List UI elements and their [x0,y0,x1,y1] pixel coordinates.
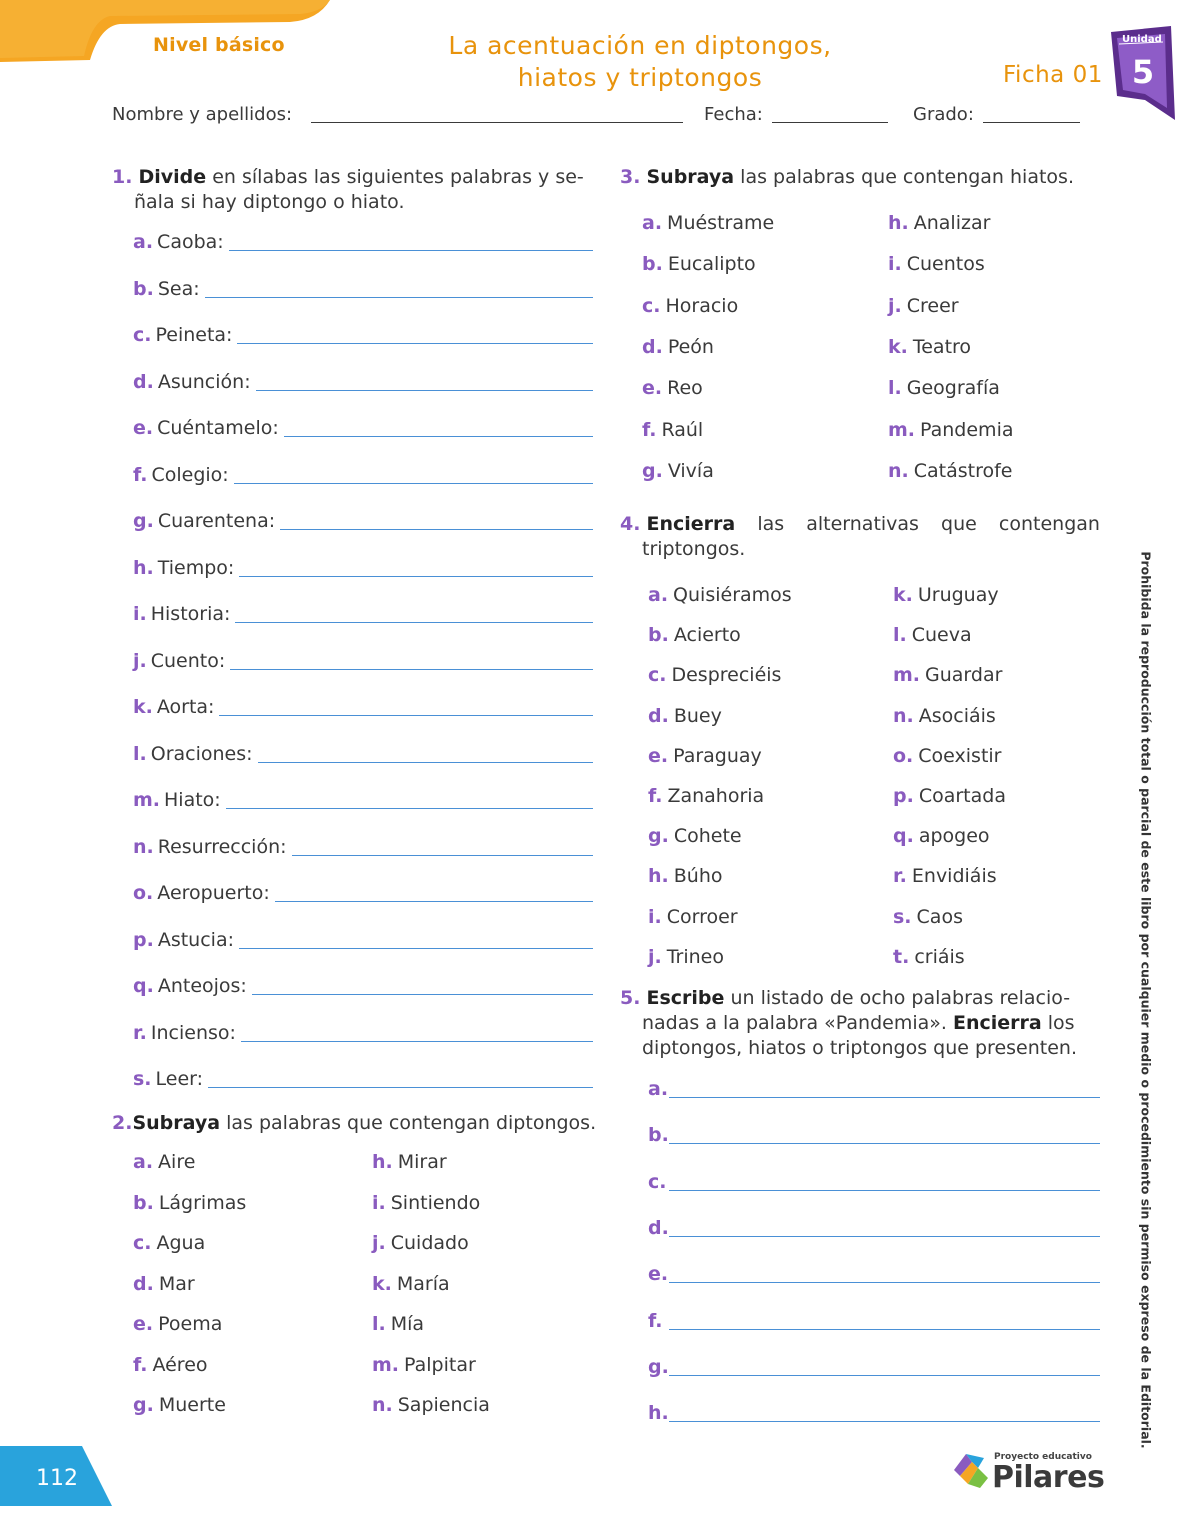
q5-text-line2: nadas a la palabra «Pandemia». [642,1012,947,1034]
q1-item [133,1068,203,1090]
option-letter: b. [133,1191,154,1214]
option-word: Mirar [397,1151,447,1173]
q5-verb: Escribe [646,987,725,1009]
q5-answer-line[interactable] [669,1282,1100,1283]
option-letter: l. [893,624,907,647]
item-letter: k. [133,696,153,718]
option-word: Corroer [666,905,738,928]
q3-option[interactable] [888,253,985,275]
option-letter: i. [648,905,662,928]
option-word: Buey [673,704,722,727]
q1-answer-line[interactable] [284,436,593,437]
q1-item [133,278,200,300]
q1-answer-line[interactable] [252,994,593,995]
q3-option[interactable] [888,460,1013,482]
q1-answer-line[interactable] [219,715,593,716]
q1-item [133,975,247,997]
option-word: Peón [667,335,714,358]
q1-item [133,417,279,439]
q1-item [133,464,229,486]
q4-option[interactable] [893,906,963,928]
q1-answer-line[interactable] [280,529,593,530]
date-label: Fecha: [704,104,763,125]
grade-field[interactable] [983,122,1080,123]
q4-word: que [941,513,977,535]
q1-item [133,929,234,951]
option-letter: m. [372,1353,400,1376]
copyright-notice [1136,551,1156,1449]
option-letter: a. [648,584,669,606]
option-letter: m. [893,664,921,687]
option-letter: d. [133,1272,154,1295]
pilares-logo-icon [950,1450,994,1490]
option-word: Reo [667,377,703,400]
item-word: Caoba: [157,231,224,253]
option-word: Muerte [158,1394,226,1416]
q3-option[interactable] [888,212,990,234]
q4-option[interactable] [648,865,723,887]
q1-item [133,557,234,579]
q2-option[interactable] [372,1313,424,1335]
q3-instruction [620,165,1100,190]
item-word: Resurrección: [157,835,287,858]
q1-item [133,1022,236,1044]
option-word: Sintiendo [390,1191,481,1214]
option-letter: f. [642,418,657,441]
q4-option[interactable] [648,906,738,928]
q3-option[interactable] [642,419,703,441]
logo-name: Pilares [992,1460,1105,1495]
option-letter: j. [888,294,902,317]
item-word: Hiato: [164,789,221,811]
option-letter: d. [648,704,669,727]
option-letter: s. [893,905,912,928]
option-word: Cueva [911,624,972,647]
q1-answer-line[interactable] [237,343,593,344]
q4-word: alternativas [806,513,919,535]
q5-answer-line[interactable] [669,1143,1100,1144]
q1-answer-line[interactable] [230,669,593,670]
option-letter: e. [133,1313,154,1335]
option-word: Aire [158,1151,196,1173]
q1-instruction [112,165,597,215]
item-word: Anteojos: [157,975,247,997]
option-word: Horacio [665,294,739,317]
q1-number: 1. [112,166,133,188]
q1-answer-line[interactable] [226,808,593,809]
q4-option[interactable] [893,825,990,847]
option-word: Guardar [925,664,1003,687]
q4-option[interactable] [648,946,724,968]
q1-item [133,743,253,765]
q1-verb: Divide [138,166,207,188]
name-field[interactable] [311,122,683,123]
q5-answer-line[interactable] [669,1190,1100,1191]
q1-answer-line[interactable] [275,901,593,902]
option-letter: h. [888,212,909,234]
q2-verb: Subraya [132,1112,221,1134]
q5-text-rest: los [1041,1012,1075,1034]
q1-item [133,324,232,346]
item-word: Peineta: [155,324,233,346]
option-letter: f. [648,785,663,807]
option-word: Geografía [906,377,1000,400]
item-letter: b. [133,277,154,300]
q3-option[interactable] [888,336,971,358]
option-word: Zanahoria [667,785,765,807]
item-word: Cuarentena: [157,510,276,532]
title-line-2: hiatos y triptongos [517,63,763,92]
q3-text: las palabras que contengan hiatos. [734,166,1074,188]
q2-option[interactable] [133,1273,195,1295]
option-letter: l. [888,377,902,400]
item-word: Historia: [150,603,231,625]
option-word: Sapiencia [397,1394,490,1416]
option-word: Teatro [912,335,972,358]
q3-option[interactable] [888,419,1014,441]
page-title [420,30,860,94]
option-letter: d. [642,335,663,358]
option-word: Raúl [661,418,704,441]
q4-text-line1 [620,512,1100,537]
item-letter: a. [133,231,154,253]
q4-option[interactable] [648,745,762,767]
option-letter: j. [648,945,662,968]
q1-item [133,789,221,811]
item-letter: l. [133,742,147,765]
q3-option[interactable] [642,377,703,399]
q5-answer-line[interactable] [669,1375,1100,1376]
q2-option[interactable] [372,1354,476,1376]
q4-option[interactable] [893,624,972,646]
option-word: Envidiáis [911,865,997,888]
q5-answer-line[interactable] [669,1236,1100,1237]
item-word: Tiempo: [157,556,235,579]
q3-option[interactable] [642,212,774,234]
item-letter: c. [133,324,152,346]
option-word: Creer [906,294,959,317]
item-word: Aeropuerto: [157,882,270,904]
q3-number: 3. [620,166,641,188]
option-word: Muéstrame [667,212,775,234]
q5-item-letter: c. [648,1170,667,1193]
q4-option[interactable] [893,946,965,968]
q5-item-letter: e. [648,1263,669,1286]
item-word: Cuéntamelo: [157,417,279,439]
q2-option[interactable] [372,1192,480,1214]
option-word: María [396,1272,450,1295]
option-letter: p. [893,785,914,807]
title-line-1: La acentuación en diptongos, [448,31,832,60]
item-letter: i. [133,603,147,625]
q5-answer-line[interactable] [669,1097,1100,1098]
option-word: Mía [390,1313,425,1335]
q5-instruction [620,986,1102,1061]
option-word: Trineo [666,945,724,968]
option-word: Búho [673,865,723,888]
q3-option[interactable] [888,295,959,317]
option-letter: q. [893,825,914,848]
option-word: Catástrofe [913,459,1013,482]
item-letter: f. [133,463,148,486]
q2-option[interactable] [133,1394,226,1416]
q4-number: 4. [620,513,641,535]
item-letter: g. [133,510,154,532]
q1-answer-line[interactable] [235,622,593,623]
q1-text-line2: ñala si hay diptongo o hiato. [134,191,405,213]
q5-item-letter: b. [648,1124,669,1147]
option-word: Mar [158,1272,195,1295]
option-letter: l. [372,1313,386,1335]
q4-option[interactable] [893,705,996,727]
item-letter: d. [133,370,154,393]
item-letter: q. [133,975,154,997]
option-letter: g. [133,1394,154,1416]
q3-option[interactable] [642,460,714,482]
q4-option[interactable] [648,664,781,686]
option-letter: r. [893,865,907,888]
q1-answer-line[interactable] [239,948,593,949]
q2-option[interactable] [372,1394,490,1416]
q5-text-line3: diptongos, hiatos o triptongos que presenten. [642,1037,1077,1059]
q1-item [133,231,224,253]
option-word: Pandemia [920,418,1014,441]
q5-item-letter: f. [648,1309,663,1332]
q1-item [133,882,270,904]
option-letter: j. [372,1232,386,1254]
option-word: Analizar [913,212,991,234]
q1-item [133,650,225,672]
option-word: Vivía [667,459,714,482]
q4-option[interactable] [648,825,742,847]
q2-option[interactable] [372,1151,447,1173]
q5-item-letter: h. [648,1402,669,1425]
q1-item [133,371,251,393]
q4-lead [620,512,735,537]
option-word: Cuidado [390,1232,469,1254]
item-letter: p. [133,928,154,951]
q4-verb: Encierra [646,513,736,535]
option-letter: b. [648,624,669,647]
item-letter: s. [133,1068,152,1090]
item-word: Colegio: [151,463,229,486]
item-word: Asunción: [157,370,251,393]
option-letter: g. [642,459,663,482]
q4-option[interactable] [893,865,997,887]
option-letter: i. [888,253,902,276]
option-letter: h. [372,1151,393,1173]
q1-answer-line[interactable] [234,483,593,484]
q1-answer-line[interactable] [292,855,593,856]
option-letter: h. [648,865,669,888]
item-letter: r. [133,1021,147,1044]
q4-word: las [757,513,785,535]
item-word: Aorta: [156,696,215,718]
q5-number: 5. [620,987,641,1009]
option-letter: a. [133,1151,154,1173]
item-word: Sea: [157,277,200,300]
name-label: Nombre y apellidos: [112,104,293,125]
item-letter: n. [133,835,154,858]
option-letter: c. [133,1232,152,1254]
q5-item-letter: a. [648,1078,669,1100]
q2-option[interactable] [133,1313,222,1335]
page-number: 112 [36,1466,78,1491]
option-letter: e. [642,377,663,400]
item-letter: h. [133,556,154,579]
option-word: Cuentos [906,253,985,276]
option-letter: g. [648,825,669,848]
q4-option[interactable] [648,624,741,646]
q1-answer-line[interactable] [258,762,593,763]
option-word: Coartada [918,785,1006,807]
q4-option[interactable] [648,705,722,727]
option-word: apogeo [918,825,990,848]
option-letter: a. [642,212,663,234]
q5-answer-line[interactable] [669,1329,1100,1330]
grade-label: Grado: [913,104,974,125]
q2-option[interactable] [372,1273,450,1295]
option-word: Poema [158,1313,223,1335]
q2-option[interactable] [133,1192,246,1214]
q1-item [133,510,275,532]
q1-item [133,696,214,718]
q1-answer-line[interactable] [229,250,593,251]
q3-verb: Subraya [646,166,735,188]
date-field[interactable] [772,122,888,123]
q5-verb-2: Encierra [952,1012,1042,1034]
q4-text-line2: triptongos. [642,538,746,560]
option-word: Aéreo [152,1353,208,1376]
option-letter: c. [642,294,661,317]
q2-instruction [112,1111,602,1136]
q2-option[interactable] [133,1151,195,1173]
option-letter: f. [133,1353,148,1376]
item-letter: o. [133,882,154,904]
q1-answer-line[interactable] [205,297,593,298]
q1-answer-line[interactable] [239,576,593,577]
option-word: Cohete [673,825,742,848]
item-word: Cuento: [150,649,226,672]
item-word: Leer: [155,1068,204,1090]
option-word: Uruguay [917,584,999,606]
option-letter: c. [648,664,667,687]
q4-option[interactable] [648,785,764,807]
q4-instruction [620,512,1100,562]
option-word: Palpitar [404,1353,476,1376]
option-letter: k. [893,584,913,606]
option-word: Coexistir [918,744,1002,767]
level-label: Nivel básico [153,34,285,56]
q2-option[interactable] [133,1232,205,1254]
option-word: Caos [916,905,963,928]
q4-option[interactable] [893,785,1006,807]
q1-answer-line[interactable] [256,390,593,391]
q1-item [133,836,287,858]
option-letter: i. [372,1191,386,1214]
option-word: Lágrimas [158,1191,247,1214]
q5-item-letter: d. [648,1216,669,1239]
copyright-text: Prohibida la reproducción total o parcial de este libro por cualquier medio o procedimiento sin permiso expreso de la Editorial. [1138,551,1154,1449]
option-word: Quisiéramos [673,584,792,606]
option-letter: n. [888,459,909,482]
item-word: Oraciones: [150,742,253,765]
q5-item-letter: g. [648,1355,669,1378]
q1-text: en sílabas las siguientes palabras y se- [206,166,584,188]
option-word: criáis [914,945,965,968]
option-word: Asociáis [918,704,996,727]
worksheet-label: Ficha 01 [1003,62,1103,88]
item-letter: m. [133,789,161,811]
q4-option[interactable] [893,584,999,606]
option-letter: b. [642,253,663,276]
option-letter: k. [888,335,908,358]
option-letter: o. [893,744,914,767]
option-letter: n. [893,704,914,727]
q4-option[interactable] [893,745,1002,767]
q1-item [133,603,230,625]
q2-option[interactable] [133,1354,208,1376]
unit-word: Unidad [1122,34,1162,45]
item-letter: e. [133,417,154,439]
q4-option[interactable] [648,584,792,606]
q2-number: 2. [112,1112,133,1134]
option-letter: k. [372,1272,392,1295]
option-letter: n. [372,1394,393,1416]
option-word: Eucalipto [667,253,756,276]
item-letter: j. [133,649,147,672]
q2-text: las palabras que contengan diptongos. [220,1112,597,1134]
logo-tagline: Proyecto educativo [994,1452,1092,1462]
q3-option[interactable] [888,377,1000,399]
q4-word: contengan [998,513,1100,535]
q5-text: un listado de ocho palabras relacio- [724,987,1071,1009]
option-word: Agua [156,1232,206,1254]
item-word: Astucia: [157,928,234,951]
q1-answer-line[interactable] [208,1087,593,1088]
q3-option[interactable] [642,253,756,275]
option-letter: e. [648,744,669,767]
q2-option[interactable] [372,1232,469,1254]
option-letter: t. [893,945,910,968]
option-word: Acierto [673,624,741,647]
unit-number: 5 [1131,53,1155,91]
item-word: Incienso: [150,1021,236,1044]
option-word: Despreciéis [671,664,782,687]
q1-answer-line[interactable] [241,1041,593,1042]
option-word: Paraguay [673,744,762,767]
q5-answer-line[interactable] [669,1421,1100,1422]
q3-option[interactable] [642,336,714,358]
q4-option[interactable] [893,664,1002,686]
q3-option[interactable] [642,295,738,317]
option-letter: m. [888,418,916,441]
